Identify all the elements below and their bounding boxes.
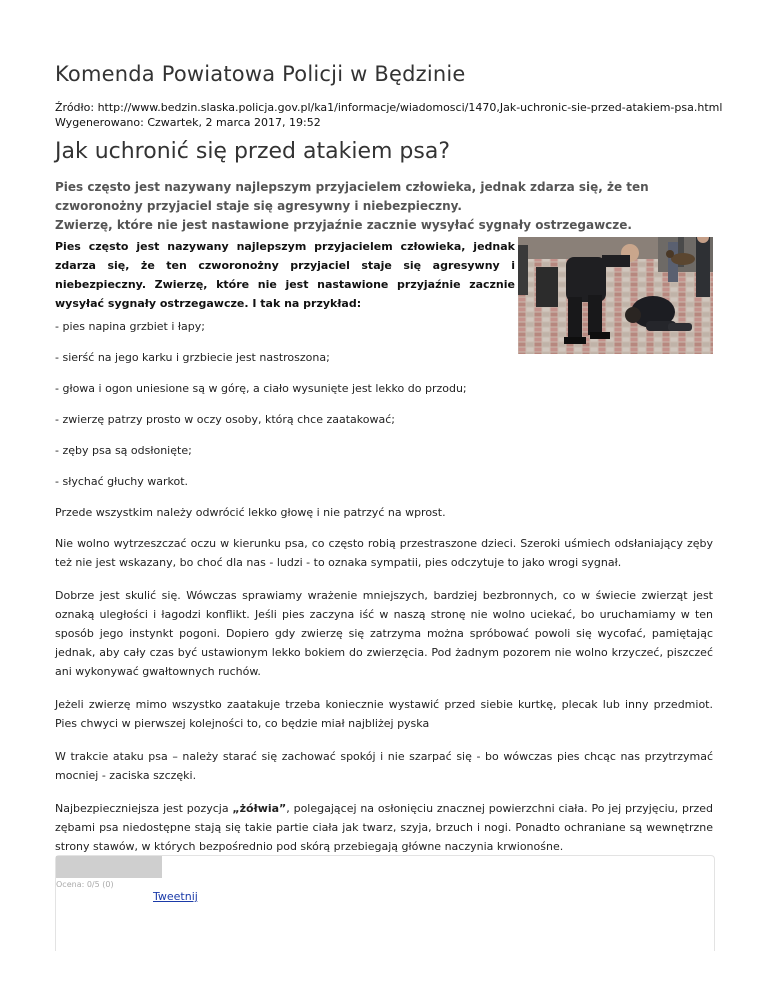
list-item: - słychać głuchy warkot. xyxy=(55,475,189,488)
tweet-link[interactable]: Tweetnij xyxy=(153,890,198,903)
body-paragraph: Nie wolno wytrzeszczać oczu w kierunku psa, co często robią przestraszone dzieci. Szeroki uśmiech odsłaniający zęby też nie jest wskazany, bo choć dla nas - ludzi - to oznaka sympatii, pies odczytuje to jako wrogi sygnał. xyxy=(55,537,713,569)
article-intro: Pies często jest nazywany najlepszym przyjacielem człowieka, jednak zdarza się, że ten czworonożny przyjaciel staje się agresywny i niebezpieczny. Zwierzę, które nie jest nastawione przyjaźnie zacznie wysyłać sygnały ostrzegawcze. I tak na przykład: xyxy=(55,240,515,310)
source-line: Źródło: http://www.bedzin.slaska.policja.gov.pl/ka1/informacje/wiadomosci/1470,Jak-uchronic-sie-przed-atakiem-psa.html xyxy=(55,101,723,114)
article-title: Jak uchronić się przed atakiem psa? xyxy=(55,139,450,164)
rating-panel xyxy=(55,855,715,951)
list-item: - pies napina grzbiet i łapy; xyxy=(55,320,205,333)
generated-line: Wygenerowano: Czwartek, 2 marca 2017, 19:52 xyxy=(55,116,321,129)
list-item: - zwierzę patrzy prosto w oczy osoby, którą chce zaatakować; xyxy=(55,413,395,426)
site-title: Komenda Powiatowa Policji w Będzinie xyxy=(55,62,466,86)
body-paragraph: Jeżeli zwierzę mimo wszystko zaatakuje trzeba koniecznie wystawić przed siebie kurtkę, plecak lub inny przedmiot. Pies chwyci w pierwszej kolejności to, co będzie miał najbliżej pyska xyxy=(55,698,713,730)
rating-stars[interactable] xyxy=(56,856,162,878)
body-paragraph: Przede wszystkim należy odwrócić lekko głowę i nie patrzyć na wprost. xyxy=(55,506,446,519)
emphasis-text: „żółwia” xyxy=(232,802,287,815)
paragraph-text: , polegającej na osłonięciu znacznej powierzchni ciała. Po jej przyjęciu, przed zębami psa niedostępne stają się takie partie ciała jak twarz, szyja, brzuch i nogi. Ponadto ochraniane są wewnętrzne strony stawów, w których bezpośrednio pod skórą przebiegają główne naczynia krwionośne. xyxy=(55,802,713,853)
lead-paragraph: Pies często jest nazywany najlepszym przyjacielem człowieka, jednak zdarza się, że ten czworonożny przyjaciel staje się agresywny i niebezpieczny. xyxy=(55,180,649,213)
rating-label: Ocena: 0/5 (0) xyxy=(56,880,114,889)
article-lead xyxy=(55,178,715,235)
list-item: - zęby psa są odsłonięte; xyxy=(55,444,192,457)
body-paragraph: W trakcie ataku psa – należy starać się zachować spokój i nie szarpać się - bo wówczas pies chcąc nas przytrzymać mocniej - zaciska szczęki. xyxy=(55,750,713,782)
lead-paragraph: Zwierzę, które nie jest nastawione przyjaźnie zacznie wysyłać sygnały ostrzegawcze. xyxy=(55,218,632,232)
article-body xyxy=(55,317,713,868)
body-paragraph: Dobrze jest skulić się. Wówczas sprawiamy wrażenie mniejszych, bardziej bezbronnych, co w świecie zwierząt jest oznaką uległości i łagodzi konflikt. Jeśli pies zaczyna iść w naszą stronę nie wolno uciekać, bo uruchamiamy w ten sposób jego instynkt pogoni. Dopiero gdy zwierzę się zatrzyma można spróbować powoli się wycofać, pamiętając jednak, aby cały czas być ustawionym lekko bokiem do zwierzęcia. Pod żadnym pozorem nie wolno krzyczeć, piszczeć ani wykonywać gwałtownych ruchów. xyxy=(55,589,713,678)
paragraph-text: Najbezpieczniejsza jest pozycja xyxy=(55,802,233,815)
body-paragraph xyxy=(55,799,713,856)
list-item: - sierść na jego karku i grzbiecie jest nastroszona; xyxy=(55,351,330,364)
list-item: - głowa i ogon uniesione są w górę, a ciało wysunięte jest lekko do przodu; xyxy=(55,382,467,395)
document-meta xyxy=(55,100,722,130)
